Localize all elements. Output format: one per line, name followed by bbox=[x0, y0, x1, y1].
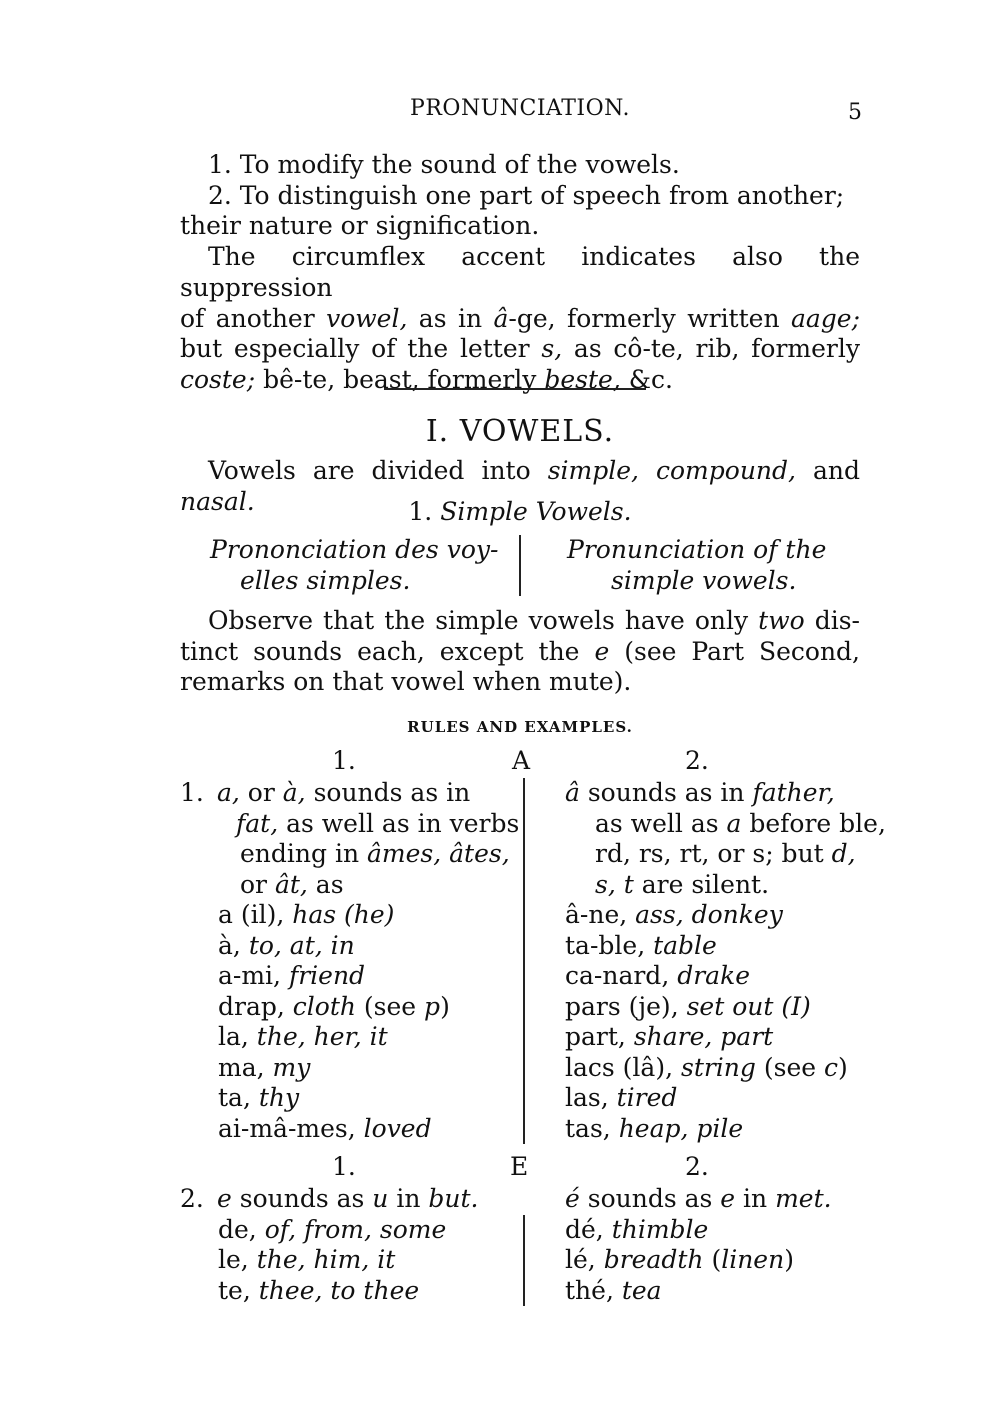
a-left-rule-1-post: sounds as in bbox=[305, 778, 471, 807]
a-right-ex-2-word: ta-ble, bbox=[565, 930, 654, 960]
a-left-ex-2-gloss: to, at, in bbox=[248, 930, 355, 960]
a-left-example-5 bbox=[180, 1022, 523, 1053]
a-left-ex-2-word: à, bbox=[218, 930, 249, 960]
a-right-example-7 bbox=[565, 1083, 860, 1114]
english-title-line-1: Pronunciation of the bbox=[567, 535, 827, 564]
e-right-ex-1-gloss: thimble bbox=[611, 1214, 709, 1244]
e-right-ex-2-word: lé, bbox=[565, 1245, 604, 1274]
a-right-ex-6-gloss: string bbox=[680, 1052, 756, 1082]
a-left-rule-1 bbox=[180, 778, 523, 809]
a-left-rule-2-i1: fat, bbox=[236, 808, 279, 838]
circ-4-a: bê-te, beast, formerly bbox=[255, 364, 545, 394]
division-b: and bbox=[795, 456, 860, 485]
observe-1-two: two bbox=[758, 606, 805, 635]
e-left-rule-mid: sounds as bbox=[231, 1184, 373, 1213]
vowel-a-letter: A bbox=[512, 746, 531, 775]
e-right-rule-i2: e bbox=[720, 1184, 736, 1213]
e-left-ex-3-word: te, bbox=[218, 1275, 259, 1305]
e-right-example-1 bbox=[565, 1215, 860, 1246]
a-left-ex-4-post2: ) bbox=[440, 991, 450, 1021]
circ-4-beste: beste, bbox=[544, 364, 621, 394]
a-right-example-3 bbox=[565, 961, 860, 992]
intro-item-2b bbox=[180, 211, 860, 242]
a-left-example-7 bbox=[180, 1083, 523, 1114]
subheading-number: 1. bbox=[408, 497, 441, 526]
a-left-rule-3-pre: ending in bbox=[240, 839, 367, 868]
e-left-ex-2-gloss: the, him, it bbox=[256, 1245, 396, 1274]
vowel-e-col2-label: 2. bbox=[685, 1152, 709, 1181]
subheading-text: Simple Vowels. bbox=[440, 497, 632, 526]
e-left-ex-1-word: de, bbox=[218, 1214, 265, 1244]
intro-item-2b-text: their nature or signification. bbox=[180, 211, 540, 241]
e-right-ex-3-gloss: tea bbox=[621, 1275, 662, 1305]
a-left-rule-2 bbox=[180, 809, 523, 840]
a-right-rule-3-pre: rd, rs, rt, or s; but bbox=[595, 839, 832, 868]
a-left-example-6 bbox=[180, 1053, 523, 1084]
a-right-rule-4-i1: s, t bbox=[595, 869, 634, 899]
a-right-ex-6-word: lacs (lâ), bbox=[565, 1052, 681, 1082]
a-left-ex-4-i2: p bbox=[424, 991, 441, 1021]
division-compound: compound, bbox=[656, 456, 796, 485]
a-right-rule-4 bbox=[565, 870, 860, 901]
e-right-ex-2-i2: linen bbox=[721, 1245, 785, 1274]
a-right-rule-3 bbox=[565, 839, 860, 870]
vowel-a-table bbox=[180, 778, 886, 1144]
vowel-a-left-column bbox=[180, 778, 525, 1144]
a-left-rule-1-i2: à, bbox=[282, 778, 306, 807]
a-right-ex-8-gloss: heap, pile bbox=[618, 1113, 744, 1143]
a-right-example-1 bbox=[565, 900, 860, 931]
circ-3-b: as cô-te, rib, formerly bbox=[562, 334, 860, 364]
page-number: 5 bbox=[848, 100, 862, 125]
division-space bbox=[639, 456, 656, 485]
observe-3: remarks on that vowel when mute). bbox=[180, 667, 632, 697]
circ-3-a: but especially of the letter bbox=[180, 334, 542, 364]
circumflex-line-3 bbox=[180, 334, 860, 365]
a-right-rule-1-i2: father, bbox=[752, 778, 835, 807]
a-right-ex-3-gloss: drake bbox=[677, 961, 751, 990]
e-left-ex-1-gloss: of, from, some bbox=[264, 1214, 447, 1244]
a-left-ex-3-gloss: friend bbox=[288, 961, 366, 990]
observe-2-e: e bbox=[594, 636, 610, 666]
vowel-a-right-column bbox=[525, 778, 886, 1144]
circ-2-a: of another bbox=[180, 303, 327, 333]
observe-2-a: tinct sounds each, except the bbox=[180, 636, 595, 666]
observe-2-b: (see Part Second, bbox=[609, 636, 860, 666]
circ-4-b: &c. bbox=[620, 364, 673, 394]
a-left-ex-5-gloss: the, her, it bbox=[256, 1022, 388, 1051]
a-left-example-2 bbox=[180, 931, 523, 962]
observe-1-b: dis- bbox=[804, 606, 860, 635]
a-right-rule-2-pre: as well as bbox=[595, 808, 727, 838]
a-left-rule-4 bbox=[180, 870, 523, 901]
a-left-example-1 bbox=[180, 900, 523, 931]
a-left-rule-4-post: as bbox=[307, 869, 344, 899]
a-left-rule-1-mid: or bbox=[239, 778, 283, 807]
e-right-ex-2-post: ( bbox=[703, 1245, 722, 1274]
division-nasal: nasal. bbox=[180, 486, 255, 516]
a-right-example-6 bbox=[565, 1053, 860, 1084]
vowel-e-right-column bbox=[525, 1184, 860, 1306]
a-right-ex-1-gloss: ass, donkey bbox=[635, 900, 783, 929]
intro-item-2a bbox=[180, 181, 860, 212]
a-right-ex-8-word: tas, bbox=[565, 1113, 619, 1143]
intro-item-1-text: 1. To modify the sound of the vowels. bbox=[208, 150, 680, 179]
a-right-ex-7-gloss: tired bbox=[616, 1083, 678, 1112]
e-right-ex-1-word: dé, bbox=[565, 1214, 612, 1244]
a-left-ex-7-word: ta, bbox=[218, 1083, 259, 1112]
e-left-examples bbox=[180, 1215, 525, 1307]
e-left-example-2 bbox=[180, 1245, 523, 1276]
a-right-rule-2 bbox=[565, 808, 886, 840]
a-left-rule-3 bbox=[180, 839, 523, 870]
section-heading: I. VOWELS. bbox=[425, 414, 615, 449]
a-right-example-5 bbox=[565, 1022, 860, 1053]
a-right-ex-7-word: las, bbox=[565, 1083, 617, 1112]
e-left-rule-i1: e bbox=[217, 1184, 232, 1213]
e-left-ex-2-word: le, bbox=[218, 1245, 257, 1274]
a-right-rule-2-i1: a bbox=[726, 808, 742, 838]
e-right-example-3 bbox=[565, 1276, 860, 1307]
intro-item-2a-text: 2. To distinguish one part of speech from another; bbox=[208, 180, 845, 210]
vowel-e-col1-label: 1. bbox=[332, 1152, 356, 1181]
circ-3-s: s, bbox=[541, 334, 563, 364]
a-left-ex-8-gloss: loved bbox=[363, 1113, 432, 1143]
a-left-ex-1-word: a (il), bbox=[218, 900, 293, 929]
e-right-ex-3-word: thé, bbox=[565, 1275, 622, 1305]
observe-line-2 bbox=[180, 637, 860, 668]
a-right-rule-1-post: sounds as in bbox=[579, 778, 753, 807]
a-right-ex-1-word: â-ne, bbox=[565, 900, 636, 929]
observe-block bbox=[180, 606, 860, 698]
division-a: Vowels are divided into bbox=[208, 456, 548, 485]
french-title-line-1: Prononciation des voy- bbox=[210, 535, 499, 564]
e-right-rule-post: in bbox=[735, 1184, 776, 1213]
a-left-ex-5-word: la, bbox=[218, 1022, 257, 1051]
observe-1-a: Observe that the simple vowels have only bbox=[208, 606, 759, 635]
bilingual-title bbox=[180, 535, 860, 596]
a-left-rule-3-i1: âmes, âtes, bbox=[367, 839, 510, 868]
e-left-example-3 bbox=[180, 1276, 523, 1307]
circ-2-vowel: vowel, bbox=[326, 303, 408, 333]
vowel-e-left-column bbox=[180, 1184, 525, 1306]
observe-line-3 bbox=[180, 667, 860, 698]
vowel-e-header bbox=[180, 1152, 860, 1182]
a-right-ex-4-word: pars (je), bbox=[565, 991, 687, 1021]
a-left-ex-8-word: ai-mâ-mes, bbox=[218, 1113, 364, 1143]
section-divider bbox=[384, 388, 646, 390]
e-left-rule bbox=[180, 1184, 525, 1215]
observe-line-1 bbox=[180, 606, 860, 637]
e-left-rule-i3: but. bbox=[428, 1184, 479, 1213]
a-left-rule-1-pre: 1. bbox=[180, 778, 204, 807]
circ-2-age: â bbox=[493, 303, 509, 333]
a-right-example-8 bbox=[565, 1114, 860, 1145]
a-right-ex-3-word: ca-nard, bbox=[565, 961, 678, 990]
circ-2-aage: aage; bbox=[790, 303, 860, 333]
e-right-rule-i1: é bbox=[565, 1184, 580, 1213]
circumflex-line-4 bbox=[180, 365, 860, 396]
a-left-ex-6-gloss: my bbox=[272, 1052, 311, 1082]
a-left-ex-7-gloss: thy bbox=[258, 1083, 300, 1112]
a-right-ex-6-post2: ) bbox=[838, 1052, 848, 1082]
a-right-rule-4-post: are silent. bbox=[633, 869, 770, 899]
division-simple: simple, bbox=[547, 456, 639, 485]
vowel-e-letter: E bbox=[510, 1152, 529, 1181]
vowel-a-col2-label: 2. bbox=[685, 746, 709, 775]
e-right-rule-i3: met. bbox=[775, 1184, 832, 1213]
english-title-line-2: simple vowels. bbox=[611, 565, 797, 595]
a-right-rule-2-post: before ble, bbox=[741, 808, 886, 838]
a-right-ex-6-i2: c bbox=[824, 1052, 839, 1082]
e-left-ex-3-gloss: thee, to thee bbox=[258, 1275, 420, 1305]
a-left-ex-6-word: ma, bbox=[218, 1052, 273, 1082]
a-left-example-3 bbox=[180, 961, 523, 992]
a-right-ex-5-word: part, bbox=[565, 1022, 634, 1051]
circ-4-coste: coste; bbox=[180, 364, 256, 394]
a-right-example-4 bbox=[565, 992, 860, 1023]
circumflex-line-1 bbox=[180, 242, 860, 303]
circ-2-c: -ge, formerly written bbox=[508, 303, 791, 333]
a-right-rule-1 bbox=[565, 778, 860, 809]
a-left-rule-4-pre: or bbox=[240, 869, 275, 899]
a-left-rule-4-i1: ât, bbox=[274, 869, 308, 899]
e-right-rule bbox=[565, 1184, 860, 1215]
a-right-rule-1-i1: â bbox=[565, 778, 580, 807]
e-left-rule-pre: 2. bbox=[180, 1184, 204, 1213]
e-left-rule-post: in bbox=[388, 1184, 429, 1213]
a-left-ex-4-post: (see bbox=[355, 991, 425, 1021]
french-title-line-2: elles simples. bbox=[240, 565, 411, 595]
intro-item-1 bbox=[180, 150, 860, 181]
rules-heading: RULES AND EXAMPLES. bbox=[407, 718, 633, 736]
a-left-ex-4-gloss: cloth bbox=[292, 991, 356, 1021]
a-left-example-4 bbox=[180, 992, 523, 1023]
a-right-example-2 bbox=[565, 931, 860, 962]
a-right-ex-4-gloss: set out (I) bbox=[686, 991, 811, 1021]
a-left-example-8 bbox=[180, 1114, 523, 1145]
a-left-rule-2-post: as well as in verbs bbox=[278, 808, 520, 838]
vowel-a-header bbox=[180, 746, 860, 776]
e-right-rule-mid: sounds as bbox=[579, 1184, 721, 1213]
circumflex-line-1-text: The circumflex accent indicates also the suppression bbox=[180, 242, 860, 302]
a-right-ex-5-gloss: share, part bbox=[633, 1022, 774, 1051]
running-title: PRONUNCIATION. bbox=[410, 96, 630, 121]
a-left-ex-1-gloss: has (he) bbox=[292, 900, 395, 929]
english-title bbox=[521, 535, 860, 596]
circumflex-line-2 bbox=[180, 304, 860, 335]
french-title bbox=[180, 535, 521, 596]
a-left-ex-4-word: drap, bbox=[218, 991, 293, 1021]
a-left-rule-1-i1: a, bbox=[217, 778, 240, 807]
e-left-example-1 bbox=[180, 1215, 523, 1246]
intro-block bbox=[180, 150, 860, 396]
vowel-e-table bbox=[180, 1184, 860, 1306]
a-left-ex-3-word: a-mi, bbox=[218, 961, 289, 990]
e-right-ex-2-post2: ) bbox=[784, 1245, 794, 1274]
circ-2-b: as in bbox=[407, 303, 494, 333]
e-left-rule-i2: u bbox=[372, 1184, 389, 1213]
a-right-ex-2-gloss: table bbox=[653, 930, 717, 960]
a-right-rule-3-i1: d, bbox=[831, 839, 856, 868]
vowel-a-col1-label: 1. bbox=[332, 746, 356, 775]
a-right-ex-6-post: (see bbox=[755, 1052, 824, 1082]
e-right-ex-2-gloss: breadth bbox=[603, 1245, 704, 1274]
subheading bbox=[180, 497, 860, 526]
e-right-example-2 bbox=[565, 1245, 860, 1276]
